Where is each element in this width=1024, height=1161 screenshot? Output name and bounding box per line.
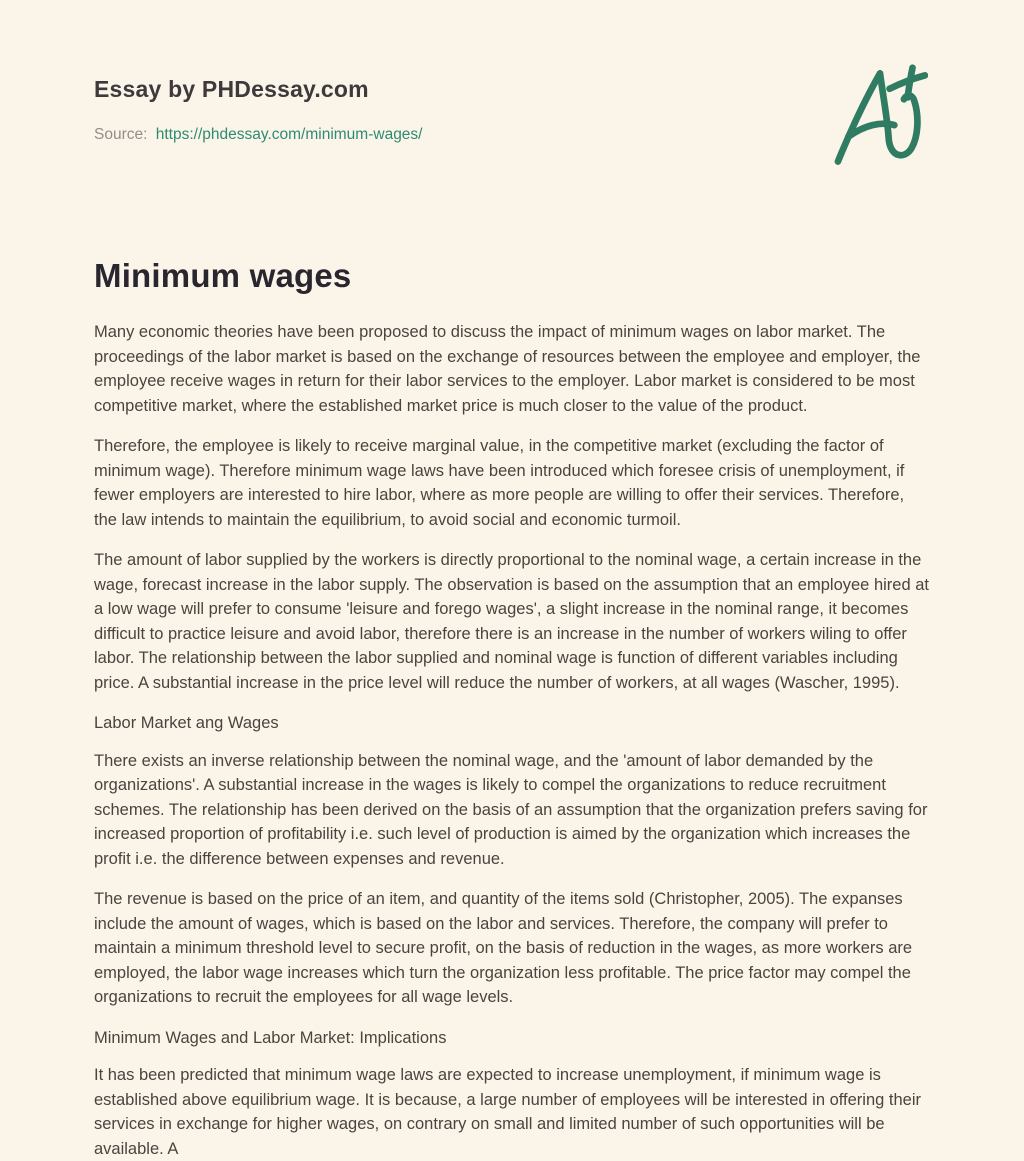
- source-label: Source:: [94, 126, 148, 143]
- essay-paragraph-1: Many economic theories have been proposed to discuss the impact of minimum wages on labor market. The proceedings of the labor market is based on the exchange of resources between the employee and employer, the employee receive wages in return for their labor services to the employer. Labor market is considered to be most competitive market, where the established market price is much closer to the value of the product.: [94, 323, 921, 415]
- site-title: Essay by PHDessay.com: [94, 76, 369, 102]
- essay-article: [94, 257, 930, 1161]
- essay-paragraph-5: The revenue is based on the price of an item, and quantity of the items sold (Christopher, 2005). The expanses include the amount of wages, which is based on the labor and services. Therefore, the company will prefer to maintain a minimum threshold level to secure profit, on the basis of reduction in the wages, as more workers are employed, the labor wage increases which turn the organization less profitable. The price factor may compel the organizations to recruit the employees for all wage levels.: [94, 890, 913, 1006]
- essay-page: [94, 0, 930, 1161]
- essay-subheading-labor-market: Labor Market ang Wages: [94, 714, 279, 732]
- source-link[interactable]: https://phdessay.com/minimum-wages/: [155, 126, 423, 143]
- a-plus-logo-icon: [832, 62, 928, 172]
- essay-paragraph-6: It has been predicted that minimum wage laws are expected to increase unemployment, if minimum wage is established above equilibrium wage. It is because, a large number of employees will be interested in offering their services in exchange for higher wages, on contrary on small and limited number of such opportunities will be available. A: [94, 1066, 921, 1158]
- essay-subheading-implications: Minimum Wages and Labor Market: Implications: [94, 1028, 447, 1047]
- source-line: [94, 126, 423, 144]
- essay-body: [94, 320, 930, 1161]
- essay-paragraph-3: The amount of labor supplied by the workers is directly proportional to the nominal wage, a certain increase in the wage, forecast increase in the labor supply. The observation is based on the assumption that an employee hired at a low wage will prefer to consume 'leisure and forego wages', a slight increase in the nominal range, it becomes difficult to practice leisure and avoid labor, therefore there is an increase in the number of workers wiling to offer labor. The relationship between the labor supplied and nominal wage is function of different variables including price. A substantial increase in the price level will reduce the number of workers, at all wages (Wascher, 1995).: [94, 551, 929, 692]
- essay-paragraph-2: Therefore, the employee is likely to receive marginal value, in the competitive market (excluding the factor of minimum wage). Therefore minimum wage laws have been introduced which foresee crisis of unemployment, if fewer employers are interested to hire labor, where as more people are willing to offer their services. Therefore, the law intends to maintain the equilibrium, to avoid social and economic turmoil.: [94, 437, 905, 529]
- essay-title: Minimum wages: [94, 257, 352, 294]
- essay-paragraph-4: There exists an inverse relationship between the nominal wage, and the 'amount of labor demanded by the organizations'. A substantial increase in the wages is likely to compel the organizations to reduce recruitment schemes. The relationship has been derived on the basis of an assumption that the organization prefers saving for increased proportion of profitability i.e. such level of production is aimed by the organization which increases the profit i.e. the difference between expenses and revenue.: [94, 751, 928, 868]
- header-text-block: [94, 76, 423, 144]
- page-header: [94, 76, 930, 172]
